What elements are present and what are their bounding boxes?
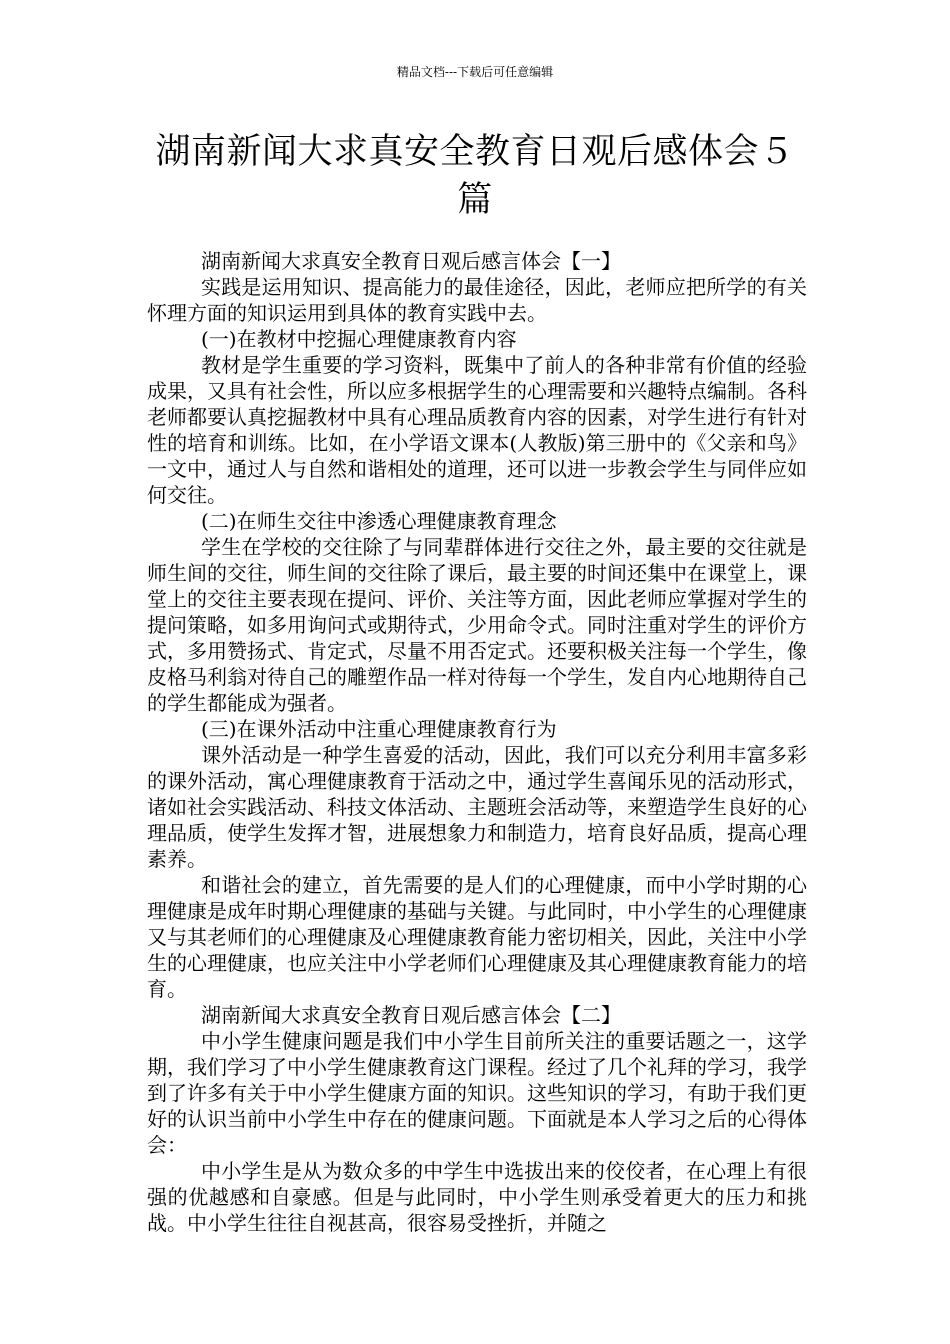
- paragraph: 学生在学校的交往除了与同辈群体进行交往之外，最主要的交往就是师生间的交往，师生间的交往除了课后，最主要的时间还集中在课堂上，课堂上的交往主要表现在提问、评价、关注等方面，因此老师应掌握对学生的提问策略，如多用询问式或期待式，少用命令式。同时注重对学生的评价方式，多用赞扬式、肯定式，尽量不用否定式。还要积极关注每一个学生，像皮格马利翁对待自己的雕塑作品一样对待每一个学生，发自内心地期待自己的学生都能成为强者。: [147, 535, 807, 715]
- paragraph: 中小学生是从为数众多的中学生中选拔出来的佼佼者，在心理上有很强的优越感和自豪感。但是与此同时，中小学生则承受着更大的压力和挑战。中小学生往往自视甚高，很容易受挫折，并随之: [147, 1159, 807, 1235]
- section-heading-1: 湖南新闻大求真安全教育日观后感言体会【一】: [201, 249, 621, 273]
- paragraph: 和谐社会的建立，首先需要的是人们的心理健康，而中小学时期的心理健康是成年时期心理健康的基础与关键。与此同时，中小学生的心理健康又与其老师们的心理健康及心理健康教育能力密切相关，因此，关注中小学生的心理健康，也应关注中小学老师们心理健康及其心理健康教育能力的培育。: [147, 873, 807, 1001]
- section-heading-2: 湖南新闻大求真安全教育日观后感言体会【二】: [201, 1003, 621, 1027]
- subheading-1: (一)在教材中挖掘心理健康教育内容: [201, 327, 517, 351]
- paragraph: 课外活动是一种学生喜爱的活动，因此，我们可以充分利用丰富多彩的课外活动，寓心理健康教育于活动之中，通过学生喜闻乐见的活动形式，诸如社会实践活动、科技文体活动、主题班会活动等，来塑造学生良好的心理品质，使学生发挥才智，进展想象力和制造力，培育良好品质，提高心理素养。: [147, 743, 807, 871]
- header-note: 精品文档---下载后可任意编辑: [396, 65, 554, 79]
- paragraph: 教材是学生重要的学习资料，既集中了前人的各种非常有价值的经验成果，又具有社会性，所以应多根据学生的心理需要和兴趣特点编制。各科老师都要认真挖掘教材中具有心理品质教育内容的因素，对学生进行有针对性的培育和训练。比如，在小学语文课本(人教版)第三册中的《父亲和鸟》一文中，通过人与自然和谐相处的道理，还可以进一步教会学生与同伴应如何交往。: [147, 353, 807, 507]
- subheading-3: (三)在课外活动中注重心理健康教育行为: [201, 717, 557, 741]
- document-title: 湖南新闻大求真安全教育日观后感体会５篇: [155, 132, 795, 220]
- subheading-2: (二)在师生交往中渗透心理健康教育理念: [201, 509, 557, 533]
- document-body: [147, 248, 807, 1236]
- paragraph: 实践是运用知识、提高能力的最佳途径，因此，老师应把所学的有关怀理方面的知识运用到具体的教育实践中去。: [147, 275, 807, 325]
- paragraph: 中小学生健康问题是我们中小学生目前所关注的重要话题之一，这学期，我们学习了中小学生健康教育这门课程。经过了几个礼拜的学习，我学到了许多有关于中小学生健康方面的知识。这些知识的学习，有助于我们更好的认识当前中小学生中存在的健康问题。下面就是本人学习之后的心得体会：: [147, 1029, 807, 1157]
